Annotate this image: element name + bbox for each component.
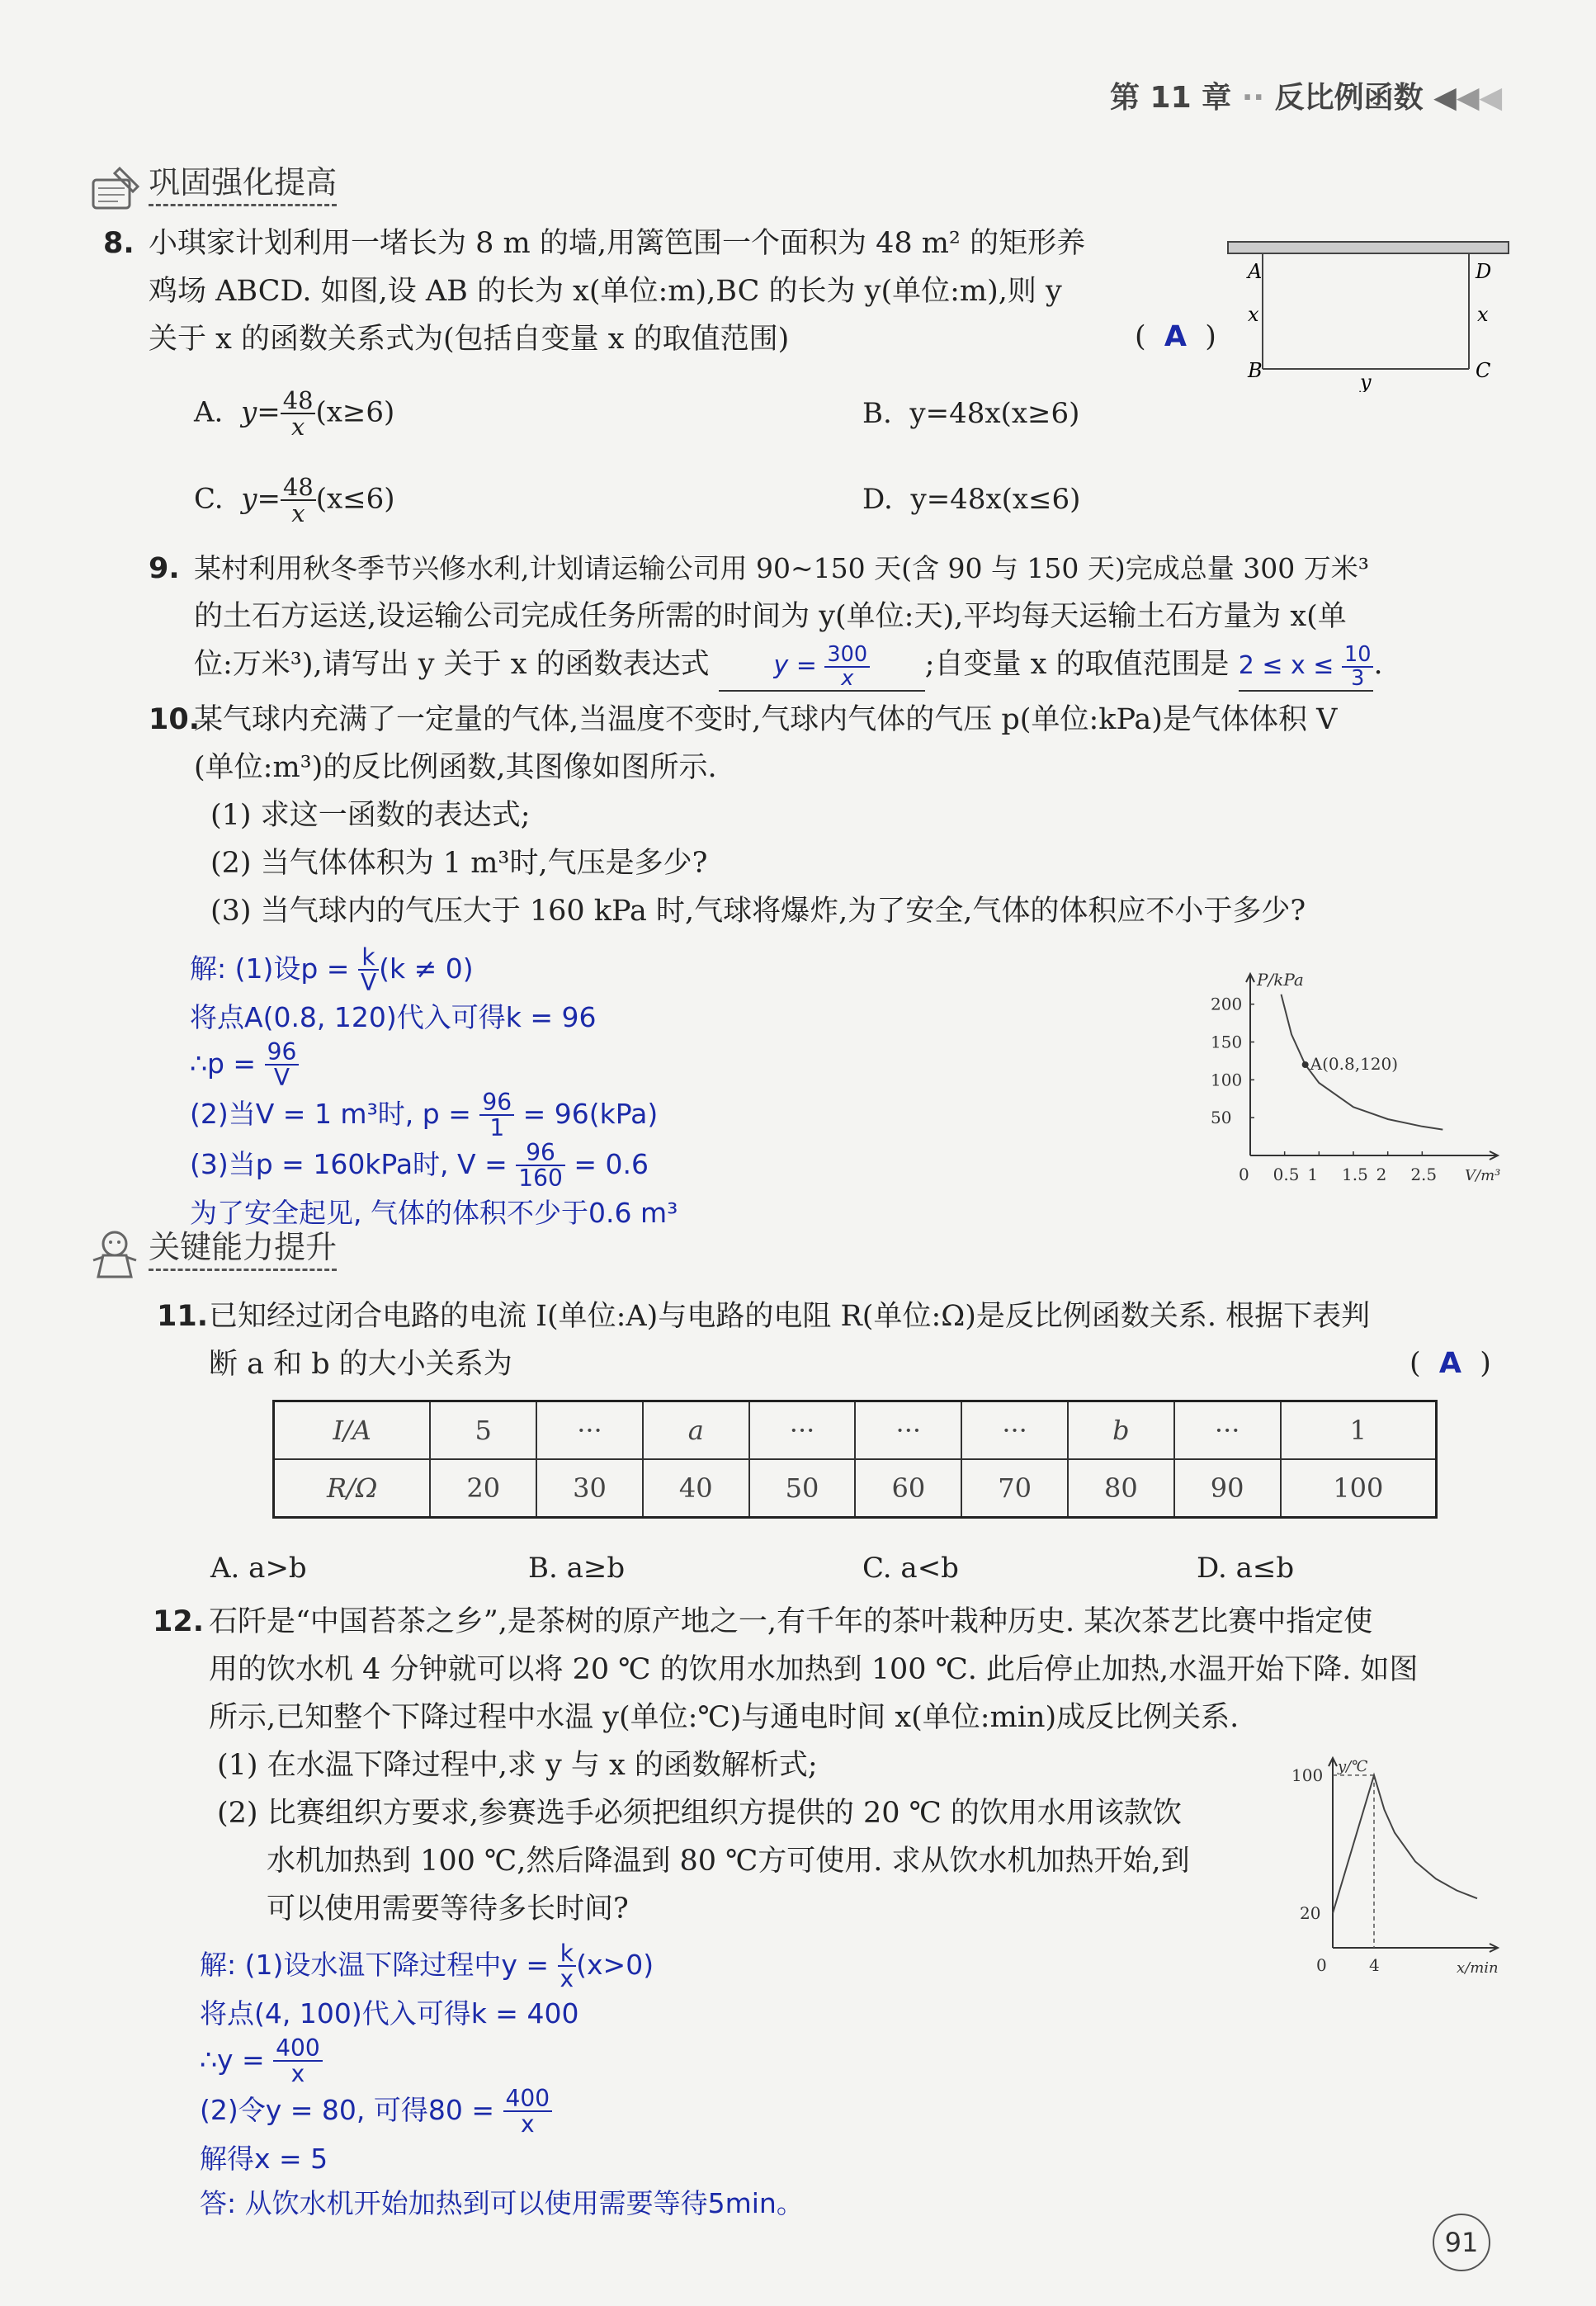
q9-answer-range — [1239, 642, 1374, 692]
q12-sol-line-3 — [200, 2036, 804, 2086]
q8-line-3: 关于 x 的函数关系式为(包括自变量 x 的取值范围) — [149, 323, 790, 356]
q8-option-a-cond: (x≥6) — [315, 395, 395, 429]
q10-text — [149, 696, 1338, 935]
y-axis-label: P/kPa — [1257, 970, 1304, 990]
q8-option-b-text: y=48x(x≥6) — [909, 397, 1080, 430]
table-cell: I/A — [274, 1401, 431, 1460]
q12-sub-2-line-1: (2) 比赛组织方要求,参赛选手必须把组织方提供的 20 ℃ 的饮用水用该款饮 — [217, 1797, 1182, 1830]
q9-line-3 — [194, 640, 1383, 692]
q9-text — [149, 545, 1383, 692]
q10-sol-5-num: 96 — [516, 1141, 565, 1166]
q10-sol-4-pre: (2)当V = 1 m³时, p = — [190, 1097, 471, 1130]
q9-line-2: 的土石方运送,设运输公司完成任务所需的时间为 y(单位:天),平均每天运输土石方量为 x(单 — [194, 600, 1347, 633]
q12-temperature-chart — [1287, 1733, 1518, 1981]
q11-option-b: B. a≥b — [528, 1552, 626, 1585]
q10-sol-1-num: k — [358, 945, 379, 971]
table-row — [274, 1459, 1437, 1518]
q10-sol-line-3 — [190, 1037, 678, 1092]
q12-sol-1-num: k — [558, 1941, 577, 1967]
q8-option-d — [862, 479, 1080, 520]
y-tick-label: 100 — [1211, 1070, 1243, 1090]
q8-option-b-label: B. — [862, 397, 892, 430]
q9-line-3-end: . — [1373, 648, 1383, 681]
y-axis-label: y/℃ — [1338, 1758, 1368, 1775]
q12-sub-2-line-3: 可以使用需要等待多长时间? — [267, 1893, 629, 1926]
q10-sol-line-5 — [190, 1138, 678, 1193]
table-cell: b — [1068, 1401, 1174, 1460]
q8-answer-bracket: ( A ) — [1135, 320, 1216, 353]
q12-line-2: 用的饮水机 4 分钟就可以将 20 ℃ 的饮用水加热到 100 ℃. 此后停止加热,水温开始下降. 如图 — [209, 1653, 1419, 1686]
table-row — [274, 1401, 1437, 1460]
x-tick-label: 2.5 — [1410, 1165, 1438, 1184]
q12-sol-1-post: (x>0) — [576, 1948, 654, 1981]
q8-answer: A — [1164, 320, 1187, 353]
q12-solution — [200, 1941, 804, 2226]
q11-option-c: C. a<b — [862, 1552, 959, 1585]
x-tick-label: 4 — [1369, 1955, 1380, 1975]
q10-sol-1-den: V — [360, 969, 377, 997]
q8-option-c-label: C. — [194, 482, 224, 516]
q10-sol-5-post: = 0.6 — [574, 1147, 649, 1180]
table-cell: 5 — [430, 1401, 536, 1460]
q10-sol-line-6: 为了安全起见, 气体的体积不少于0.6 m³ — [190, 1196, 678, 1229]
q12-sol-4-den: x — [520, 2110, 535, 2138]
q8-text — [103, 220, 1086, 363]
q8-line-2: 鸡场 ABCD. 如图,设 AB 的长为 x(单位:m),BC 的长为 y(单位:m),则 y — [149, 275, 1062, 308]
label-x-left: x — [1248, 303, 1259, 326]
q12-sol-3-den: x — [290, 2060, 305, 2088]
section-title-consolidate: 巩固强化提高 — [149, 164, 337, 206]
q8-number: 8. — [103, 227, 135, 260]
y-tick-label: 200 — [1211, 994, 1243, 1014]
q10-line-2: (单位:m³)的反比例函数,其图像如图所示. — [194, 751, 717, 784]
q11-answer-bracket: ( A ) — [1409, 1347, 1491, 1380]
q11-line-2: 断 a 和 b 的大小关系为 — [209, 1348, 512, 1381]
q8-option-c-den: x — [291, 499, 305, 528]
q12-line-1: 石阡是“中国苔茶之乡”,是茶树的原产地之一,有千年的茶叶栽种历史. 某次茶艺比赛中指定使 — [209, 1605, 1373, 1638]
q10-sol-3-num: 96 — [265, 1040, 300, 1066]
q9-answer-range-num: 10 — [1342, 644, 1373, 668]
q8-option-d-text: y=48x(x≤6) — [910, 483, 1081, 516]
q10-sub-2: (2) 当气体体积为 1 m³时,气压是多少? — [210, 847, 708, 880]
label-y: y — [1360, 371, 1372, 392]
x-axis-label: x/min — [1457, 1959, 1499, 1977]
section-consolidate — [87, 157, 337, 215]
q10-sol-3-den: V — [273, 1064, 290, 1092]
q10-solution — [190, 945, 678, 1236]
q8-option-c-cond: (x≤6) — [315, 482, 395, 516]
q9-answer-expression-num: 300 — [824, 644, 870, 668]
q9-line-1: 某村利用秋冬季节兴修水利,计划请运输公司用 90~150 天(含 90 与 150 天)完成总量 300 万米³ — [194, 552, 1369, 584]
q9-number: 9. — [149, 552, 180, 585]
label-D: D — [1476, 260, 1492, 283]
q12-sol-line-5: 解得x = 5 — [200, 2142, 328, 2175]
x-tick-label: 1.5 — [1342, 1165, 1368, 1184]
q11-table — [272, 1400, 1438, 1519]
q11-option-d: D. a≤b — [1197, 1552, 1295, 1585]
section-key-ability — [87, 1222, 337, 1282]
x-tick-label: 2 — [1376, 1165, 1387, 1184]
q11-line-1: 已知经过闭合电路的电流 I(单位:A)与电路的电阻 R(单位:Ω)是反比例函数关系. 根据下表判 — [209, 1300, 1371, 1333]
q10-sub-1: (1) 求这一函数的表达式; — [210, 799, 531, 832]
table-cell: 100 — [1281, 1459, 1437, 1518]
q12-sol-3-num: 400 — [273, 2036, 323, 2062]
table-cell: 60 — [855, 1459, 961, 1518]
q10-sol-4-post: = 96(kPa) — [522, 1097, 659, 1130]
q12-number: 12. — [153, 1605, 205, 1638]
q12-sol-line-4 — [200, 2086, 804, 2137]
table-cell: R/Ω — [274, 1459, 431, 1518]
q12-sol-4-pre: (2)令y = 80, 可得80 = — [200, 2093, 495, 2126]
table-cell: a — [643, 1401, 749, 1460]
q9-answer-expression-pre: y = — [773, 651, 817, 680]
q12-sol-3-pre: ∴y = — [200, 2043, 265, 2076]
q10-sol-1-pre: 解: (1)设p = — [190, 952, 350, 985]
table-cell: ··· — [855, 1401, 961, 1460]
table-cell: ··· — [536, 1401, 643, 1460]
q12-sol-1-den: x — [560, 1965, 574, 1993]
table-cell: 40 — [643, 1459, 749, 1518]
q10-sol-5-pre: (3)当p = 160kPa时, V = — [190, 1147, 508, 1180]
label-x-right: x — [1477, 303, 1489, 326]
page-number: 91 — [1433, 2214, 1490, 2271]
q9-answer-range-pre: 2 ≤ x ≤ — [1238, 651, 1334, 680]
table-cell: 1 — [1281, 1401, 1437, 1460]
triangle-arrows-icon: ◀◀◀ — [1433, 81, 1503, 115]
q12-text — [153, 1598, 1419, 1933]
x-tick-label: 0.5 — [1273, 1165, 1300, 1184]
table-cell: 30 — [536, 1459, 643, 1518]
q8-option-d-label: D. — [862, 483, 893, 516]
q8-option-a-den: x — [290, 413, 305, 442]
q10-number: 10. — [149, 703, 201, 736]
point-A-label: A(0.8,120) — [1310, 1054, 1399, 1074]
q10-line-1: 某气球内充满了一定量的气体,当温度不变时,气球内气体的气压 p(单位:kPa)是气体体积 V — [194, 703, 1338, 736]
q10-sol-3-pre: ∴p = — [190, 1047, 257, 1080]
y-tick-label: 50 — [1211, 1108, 1232, 1128]
q9-answer-range-den: 3 — [1351, 665, 1365, 691]
q8-option-a — [194, 388, 394, 440]
table-cell: 70 — [961, 1459, 1068, 1518]
table-cell: 20 — [430, 1459, 536, 1518]
q8-line-1: 小琪家计划利用一堵长为 8 m 的墙,用篱笆围一个面积为 48 m² 的矩形养 — [149, 227, 1086, 260]
table-cell: 80 — [1068, 1459, 1174, 1518]
series-curve — [1333, 1775, 1477, 1913]
q8-option-b — [862, 393, 1079, 434]
q8-option-c-pre: y= — [241, 482, 281, 516]
q11-number: 11. — [157, 1300, 209, 1333]
x-tick-label: 0 — [1239, 1165, 1249, 1184]
q10-sol-1-post: (k ≠ 0) — [379, 952, 474, 985]
table-cell: 50 — [749, 1459, 856, 1518]
y-tick-label: 150 — [1211, 1032, 1243, 1052]
q10-sub-3: (3) 当气球内的气压大于 160 kPa 时,气球将爆炸,为了安全,气体的体积应不小于多少? — [210, 895, 1306, 928]
q12-sol-line-6: 答: 从饮水机开始加热到可以使用需要等待5min。 — [200, 2186, 804, 2219]
q9-line-3-pre: 位:万米³),请写出 y 关于 x 的函数表达式 — [194, 648, 710, 681]
mascot-icon — [87, 1227, 144, 1282]
q10-sol-line-1 — [190, 945, 678, 995]
point-A — [1302, 1061, 1309, 1068]
label-C: C — [1476, 359, 1491, 382]
q9-answer-expression-den: x — [841, 665, 854, 691]
q10-sol-4-den: 1 — [489, 1114, 505, 1142]
q10-sol-line-2: 将点A(0.8, 120)代入可得k = 96 — [190, 1000, 597, 1033]
q8-rectangle-figure — [1213, 235, 1510, 392]
y-tick-label: 100 — [1291, 1765, 1324, 1785]
table-cell: ··· — [1174, 1401, 1281, 1460]
y-tick-label: 20 — [1300, 1903, 1321, 1924]
q10-sol-5-den: 160 — [518, 1165, 563, 1193]
x-axis-label: V/m³ — [1465, 1167, 1501, 1184]
q8-option-a-label: A. — [194, 395, 224, 429]
q11-answer: A — [1438, 1347, 1461, 1380]
table-cell: ··· — [961, 1401, 1068, 1460]
q8-option-a-pre: y= — [241, 395, 281, 429]
table-cell: ··· — [749, 1401, 856, 1460]
q12-sol-line-2: 将点(4, 100)代入可得k = 400 — [200, 1996, 579, 2030]
q12-sub-2-line-2: 水机加热到 100 ℃,然后降温到 80 ℃方可使用. 求从饮水机加热开始,到 — [267, 1845, 1190, 1878]
q11-option-a: A. a>b — [210, 1552, 307, 1585]
q8-option-c-num: 48 — [281, 475, 316, 501]
section-title-key-ability: 关键能力提升 — [149, 1229, 337, 1271]
x-tick-label: 0 — [1316, 1955, 1327, 1975]
x-tick-label: 1 — [1307, 1165, 1319, 1184]
q12-line-3: 所示,已知整个下降过程中水温 y(单位:℃)与通电时间 x(单位:min)成反比例关系. — [209, 1701, 1239, 1734]
q10-sol-line-4 — [190, 1090, 678, 1141]
label-B: B — [1248, 359, 1263, 382]
q9-line-3-mid: ;自变量 x 的取值范围是 — [924, 648, 1230, 681]
q10-pressure-chart — [1197, 957, 1518, 1197]
q8-option-c — [194, 475, 395, 527]
q9-answer-expression — [719, 642, 925, 692]
table-cell: 90 — [1174, 1459, 1281, 1518]
q10-sol-4-num: 96 — [479, 1090, 514, 1116]
label-A: A — [1248, 260, 1263, 283]
chapter-title: 反比例函数 — [1274, 81, 1424, 115]
q12-sol-1-pre: 解: (1)设水温下降过程中y = — [200, 1948, 550, 1981]
q12-sub-1: (1) 在水温下降过程中,求 y 与 x 的函数解析式; — [217, 1749, 818, 1782]
chapter-header: 第 11 章 ·· 反比例函数 ◀◀◀ — [1110, 81, 1503, 115]
q11-text — [157, 1292, 1371, 1388]
q12-sol-4-num: 400 — [503, 2086, 553, 2112]
chapter-number: 第 11 章 — [1110, 81, 1232, 115]
pencil-book-icon — [87, 165, 144, 215]
q8-option-a-num: 48 — [281, 388, 316, 414]
wall — [1228, 242, 1509, 253]
q12-sol-line-1 — [200, 1941, 804, 1992]
